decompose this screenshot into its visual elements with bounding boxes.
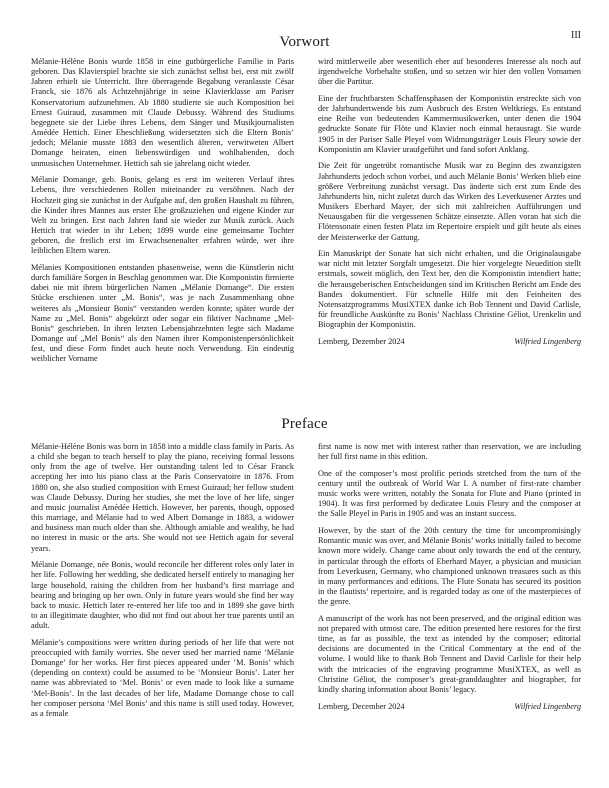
vorwort-right-column xyxy=(318,57,581,347)
vorwort-place-date: Lemberg, Dezember 2024 xyxy=(318,336,405,346)
vorwort-paragraph: wird mittlerweile aber wesentlich eher auf besonderes Interesse als noch auf irgendwelche Vorbehalte stoßen, und so setzen wir hier den vollen Vornamen über die Partitur. xyxy=(318,57,581,87)
preface-paragraph: first name is now met with interest rather than reservation, we are including her full first name in this edition. xyxy=(318,442,581,462)
vorwort-heading: Vorwort xyxy=(279,34,330,50)
vorwort-signature-line xyxy=(318,337,581,347)
vorwort-paragraph: Eine der fruchtbarsten Schaffensphasen der Komponistin erstreckte sich von der Jahrhundertwende bis zum Ausbruch des Ersten Weltkriegs. Es entstand eine Reihe von bedeutenden Kammermusikwerken, unter denen die 1904 gedruckte Sonate für Flöte und Klavier noch einmal herausragt. Sie wurde 1905 in der Pariser Salle Pleyel vom Widmungsträger Louis Fleury sowie der Komponistin am Klavier uraufgeführt und fand sofort Anklang. xyxy=(318,93,581,154)
preface-right-column xyxy=(318,442,581,712)
page-number: III xyxy=(571,30,581,41)
vorwort-paragraph: Die Zeit für ungetrübt romantische Musik war zu Beginn des zwanzigsten Jahrhunderts jedoch schon vorbei, und auch Mélanie Bonis’ Werken blieb eine größere Verbreitung zunächst versagt. Das änderte sich erst zum Ende des Jahrhunderts hin, nicht zuletzt durch das Wirken des Leverkusener Arztes und Musikers Eberhard Mayer, der sich mit zahlreichen Aufführungen und Neuausgaben für die vergessenen Schätze einsetzte. Allen voran hat sich die Flötensonate einen festen Platz im Repertoire erspielt und gilt heute als eines der Meisterwerke der Gattung. xyxy=(318,161,581,242)
preface-paragraph: However, by the start of the 20th century the time for uncompromisingly Romantic music was over, and Mélanie Bonis’ works initially failed to become known more widely. Change came about only towards the end of the century, in particular through the efforts of Eberhard Mayer, a physician and musician from Leverkusen, Germany, who championed unknown treasures such as this in many performances and editions. The Flute Sonata has secured its position in the flautists’ repertoire, and is regarded today as one of the masterpieces of the genre. xyxy=(318,526,581,607)
preface-signature: Wilfried Lingenberg xyxy=(514,701,581,711)
vorwort-signature: Wilfried Lingenberg xyxy=(514,336,581,346)
preface-paragraph: Mélanie Domange, née Bonis, would reconcile her different roles only later in her life. Following her wedding, she dedicated herself entirely to managing her large household, raising the children from her husband’s first marriage and bearing and bringing up her own. Only in future years would she find her way back to music. Hettich later re-entered her life too and in 1899 she gave birth to an illegitimate daughter, who did not find out about her true parents until an adult. xyxy=(31,560,294,631)
preface-paragraph: A manuscript of the work has not been preserved, and the original edition was not prepared with utmost care. The edition presented here restores for the first time, as far as possible, the text as intended by the composer; editorial decisions are documented in the Critical Commentary at the end of the volume. I would like to thank Bob Tennent and David Carlisle for their help with the intricacies of the engraving programme MusiXTEX, as well as Christine Géliot, the composer’s great-granddaughter and biographer, for kindly sharing information about Bonis’ legacy. xyxy=(318,613,581,694)
preface-paragraph: Mélanie’s compositions were written during periods of her life that were not preoccupied with family worries. She never used her married name ‘Mélanie Domange’ for her works. Her first pieces appeared under ‘M. Bonis’ which (depending on context) could be assumed to be ‘Monsieur Bonis’. Later her name was abbreviated to ‘Mel. Bonis’ or even made to look like a surname ‘Mel-Bonis’. In the last decades of her life, Madame Domange chose to call her composer persona ‘Mel Bonis’ and this name is still used today. However, as a female xyxy=(31,637,294,718)
preface-paragraph: Mélanie-Hélène Bonis was born in 1858 into a middle class family in Paris. As a child she began to teach herself to play the piano, receiving formal lessons only from the age of twelve. Her outstanding talent led to César Franck accepting her into his piano class at the Paris Conservatoire in 1876. From 1880 on, she also studied composition with Ernest Guiraud; her fellow student was Claude Debussy. During her studies, she met the love of her life, singer and music journalist Amédée Hettich. However, her parents, though, opposed this marriage, and Mélanie had to wed Albert Domange in 1883, a widower and business man much older than she. Although amiable and wealthy, he had no interest in music or the arts. She would not see Hettich again for several years. xyxy=(31,442,294,553)
preface-signature-line xyxy=(318,702,581,712)
vorwort-paragraph: Ein Manuskript der Sonate hat sich nicht erhalten, und die Originalausgabe war nicht mit letzter Sorgfalt umgesetzt. Die hier vorgelegte Neuedition stellt erstmals, soweit möglich, den Text her, den die Komponistin intendiert hatte; die herausgeberischen Entscheidungen sind im Kritischen Bericht am Ende des Bandes dokumentiert. Für schnelle Hilfe mit den Feinheiten des Notensatzprogramms MusiXTEX danke ich Bob Tennent und David Carlisle, für freundliche Auskünfte zu Bonis’ Nachlass Christine Géliot, Urenkelin und Biographin der Komponistin. xyxy=(318,249,581,330)
preface-place-date: Lemberg, December 2024 xyxy=(318,701,405,711)
preface-left-column xyxy=(31,442,294,726)
preface-paragraph: One of the composer’s most prolific periods stretched from the turn of the century until the outbreak of World War I. A number of first-rate chamber music works were written, notably the Sonata for Flute and Piano (printed in 1904). It was first performed by dedicatee Louis Fleury and the composer at the Salle Pleyel in Paris in 1905 and was an instant success. xyxy=(318,468,581,519)
preface-heading: Preface xyxy=(281,416,328,432)
vorwort-left-column xyxy=(31,57,294,371)
vorwort-paragraph: Mélanies Kompositionen entstanden phasenweise, wenn die Künstlerin nicht durch familiäre Sorgen in Beschlag genommen war. Die Komponistin firmierte dabei nie mit ihrem bürgerlichen Namen „Mélanie Domange“. Die ersten Stücke erschienen unter „M. Bonis“, was je nach Zusammenhang ohne weiteres als „Monsieur Bonis“ verstanden werden konnte; später wurde der Name zu „Mel. Bonis“ abgekürzt oder sogar ein fiktiver Nachname „Mel-Bonis“ geschrieben. In ihren letzten Lebensjahrzehnten legte sich Madame Domange auf „Mel Bonis“ als den Namen ihrer Komponistenpersönlichkeit fest, und diese Form findet auch heute noch Verwendung. Ein eindeutig weiblicher Vorname xyxy=(31,262,294,364)
vorwort-paragraph: Mélanie-Hélène Bonis wurde 1858 in eine gutbürgerliche Familie in Paris geboren. Das Klavierspiel brachte sie sich zunächst selbst bei, erst mit zwölf Jahren erhielt sie Unterricht. Ihre überragende Begabung veranlasste César Franck, sie 1876 als Achtzehnjährige in seine Klavierklasse am Pariser Konservatorium aufzunehmen. Ab 1880 studierte sie auch Komposition bei Ernest Guiraud, zusammen mit Claude Debussy. Während des Studiums begegnete sie der Liebe ihres Lebens, dem Sänger und Musikjournalisten Amédée Hettich. Einer Eheschließung widersetzten sich die Eltern Bonis’ jedoch; Mélanie musste 1883 den wesentlich älteren, verwitweten Albert Domange heiraten, einen liebenswürdigen und wohlhabenden, doch unmusischen Unternehmer. Hettich sah sie jahrelang nicht wieder. xyxy=(31,57,294,168)
vorwort-paragraph: Mélanie Domange, geb. Bonis, gelang es erst im weiteren Verlauf ihres Lebens, ihre verschiedenen Rollen miteinander zu versöhnen. Nach der Hochzeit ging sie zunächst in der Aufgabe auf, den großen Haushalt zu führen, die Kinder ihres Mannes aus erster Ehe großzuziehen und eigene Kinder zur Welt zu bringen. Erst nach Jahren fand sie wieder zur Musik zurück. Auch Hettich trat wieder in ihr Leben; 1899 wurde eine gemeinsame Tochter geboren, die freilich erst im Erwachsenenalter erfahren würde, wer ihre leiblichen Eltern waren. xyxy=(31,175,294,256)
